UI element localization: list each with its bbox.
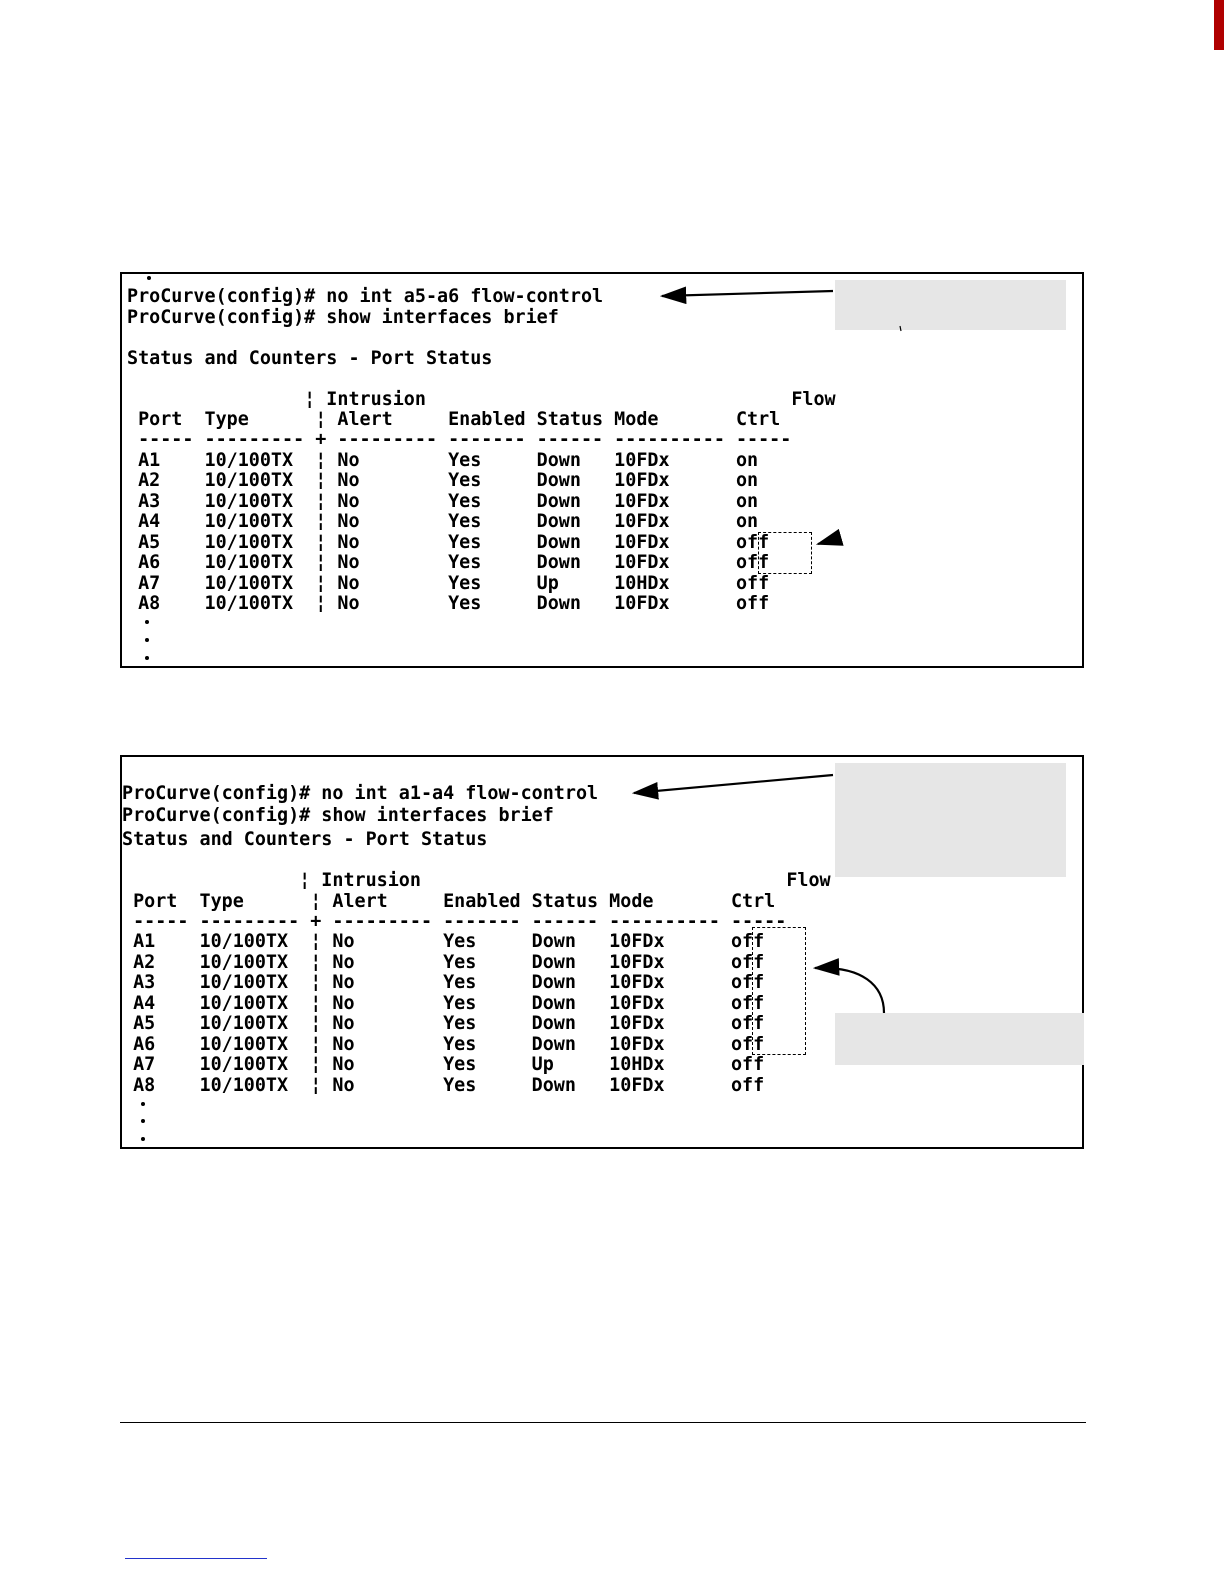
table-row: A6 10/100TX ¦ No Yes Down 10FDx off <box>127 552 770 573</box>
table-header-row-1: ¦ Intrusion Flow <box>127 389 836 410</box>
table-row: A4 10/100TX ¦ No Yes Down 10FDx off <box>122 993 765 1014</box>
command-line-1: ProCurve(config)# no int a5-a6 flow-control <box>127 286 604 307</box>
table-header-rule: ----- --------- + --------- ------- ------ ---------- ----- <box>127 429 792 450</box>
table-row: A5 10/100TX ¦ No Yes Down 10FDx off <box>127 532 770 553</box>
table-header-row-2: Port Type ¦ Alert Enabled Status Mode Ctrl <box>127 409 781 430</box>
terminal-panel-1 <box>120 272 1084 668</box>
table-row: A1 10/100TX ¦ No Yes Down 10FDx on <box>127 450 759 471</box>
table-header-row-1: ¦ Intrusion Flow <box>122 870 831 891</box>
table-row: A4 10/100TX ¦ No Yes Down 10FDx on <box>127 511 759 532</box>
table-row: A7 10/100TX ¦ No Yes Up 10HDx off <box>122 1054 765 1075</box>
terminal-panel-2 <box>120 755 1084 1149</box>
table-row: A8 10/100TX ¦ No Yes Down 10FDx off <box>127 593 770 614</box>
table-row: A1 10/100TX ¦ No Yes Down 10FDx off <box>122 931 765 952</box>
page-edge-marker <box>1214 0 1224 50</box>
callout-box <box>835 1013 1084 1065</box>
footer-rule <box>120 1422 1086 1423</box>
table-row: A2 10/100TX ¦ No Yes Down 10FDx off <box>122 952 765 973</box>
ellipsis-dot <box>141 1137 145 1141</box>
table-row: A3 10/100TX ¦ No Yes Down 10FDx off <box>122 972 765 993</box>
command-line-2: ProCurve(config)# show interfaces brief <box>127 307 559 328</box>
section-title: Status and Counters - Port Status <box>122 829 488 850</box>
ellipsis-dot <box>147 276 151 280</box>
table-row: A3 10/100TX ¦ No Yes Down 10FDx on <box>127 491 759 512</box>
table-header-rule: ----- --------- + --------- ------- ------ ---------- ----- <box>122 911 787 932</box>
ellipsis-dot <box>145 638 149 642</box>
ellipsis-dot <box>141 1102 145 1106</box>
table-row: A5 10/100TX ¦ No Yes Down 10FDx off <box>122 1013 765 1034</box>
ellipsis-dot <box>141 1119 145 1123</box>
table-row: A6 10/100TX ¦ No Yes Down 10FDx off <box>122 1034 765 1055</box>
callout-box <box>835 763 1066 877</box>
table-row: A2 10/100TX ¦ No Yes Down 10FDx on <box>127 470 759 491</box>
table-row: A8 10/100TX ¦ No Yes Down 10FDx off <box>122 1075 765 1096</box>
command-line-1: ProCurve(config)# no int a1-a4 flow-control <box>122 783 599 804</box>
command-line-2: ProCurve(config)# show interfaces brief <box>122 805 554 826</box>
highlight-box-flow-off <box>752 927 806 1055</box>
highlight-box-flow-off <box>758 532 812 574</box>
ellipsis-dot <box>145 620 149 624</box>
footer-link-underline <box>125 1558 267 1559</box>
callout-box <box>835 280 1066 330</box>
ellipsis-dot <box>145 656 149 660</box>
table-row: A7 10/100TX ¦ No Yes Up 10HDx off <box>127 573 770 594</box>
section-title: Status and Counters - Port Status <box>127 348 493 369</box>
table-header-row-2: Port Type ¦ Alert Enabled Status Mode Ctrl <box>122 891 776 912</box>
